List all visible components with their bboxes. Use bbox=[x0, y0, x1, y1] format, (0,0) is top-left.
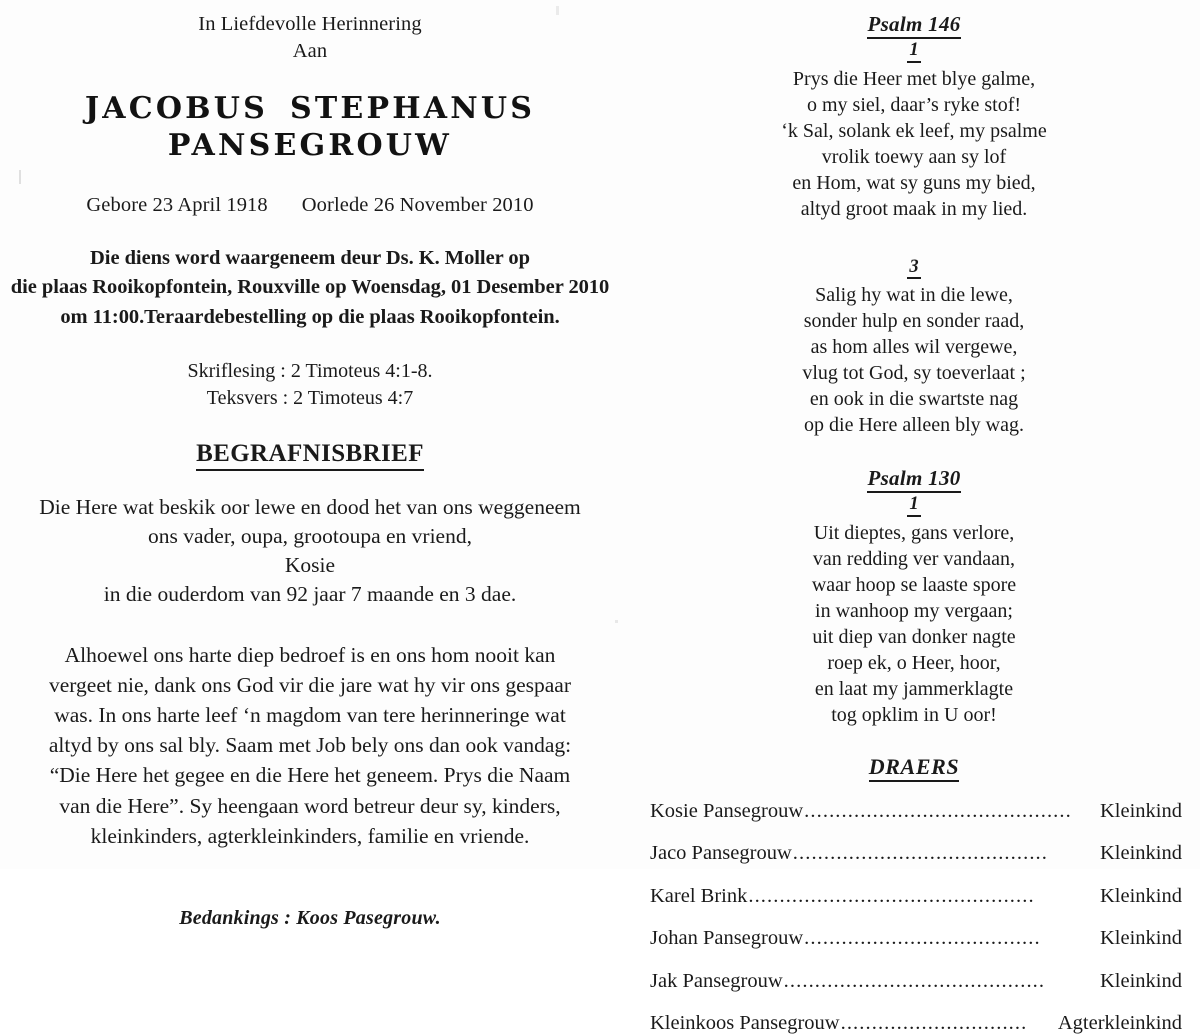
bearer-name: Karel Brink bbox=[650, 884, 748, 907]
deceased-surname: PANSEGROUW bbox=[167, 127, 453, 163]
service-line-1: Die diens word waargeneem deur Ds. K. Moller op bbox=[90, 247, 530, 270]
body-line: “Die Here het gegee en die Here het geneem. Prys die Naam bbox=[49, 763, 571, 788]
tribute-line: in die ouderdom van 92 jaar 7 maande en 3 dae. bbox=[103, 582, 517, 607]
verse-line: vrolik toewy aan sy lof bbox=[821, 145, 1007, 168]
section-title: BEGRAFNISBRIEF bbox=[196, 440, 424, 471]
verse-lines bbox=[628, 520, 1200, 728]
body-line: vergeet nie, dank ons God vir die jare wat hy vir ons gespaar bbox=[48, 673, 571, 698]
bearer-row bbox=[650, 928, 1182, 949]
scripture-reading: Skriflesing : 2 Timoteus 4:1-8. bbox=[187, 359, 433, 382]
service-line-2: die plaas Rooikopfontein, Rouxville op Woensdag, 01 Desember 2010 bbox=[10, 276, 610, 299]
body-line: van die Here”. Sy heengaan word betreur deur sy, kinders, bbox=[59, 793, 561, 818]
body-line: was. In ons harte leef ‘n magdom van tere herinneringe wat bbox=[54, 703, 566, 728]
verse-line: Uit dieptes, gans verlore, bbox=[813, 521, 1015, 544]
verse-number-wrap bbox=[628, 39, 1200, 63]
bearer-relation: Kleinkind bbox=[1100, 842, 1182, 865]
bearer-name: Jak Pansegrouw bbox=[650, 969, 783, 992]
verse-line: ‘k Sal, solank ek leef, my psalme bbox=[781, 119, 1047, 142]
leader-dots: ......................................... bbox=[792, 843, 1048, 864]
birth-date: Gebore 23 April 1918 bbox=[86, 194, 268, 217]
acknowledgement: Bedankings : Koos Pasegrouw. bbox=[179, 906, 441, 929]
dedication-line-2: Aan bbox=[292, 40, 328, 63]
verse-number: 1 bbox=[907, 495, 920, 517]
psalm-title-wrap bbox=[628, 12, 1200, 39]
verse-line: altyd groot maak in my lied. bbox=[800, 197, 1028, 220]
bearers-list bbox=[628, 801, 1200, 1034]
verse-line: sonder hulp en sonder raad, bbox=[803, 310, 1025, 333]
life-dates bbox=[0, 194, 620, 217]
bearer-row bbox=[650, 971, 1182, 992]
bearer-relation: Kleinkind bbox=[1100, 969, 1182, 992]
given-name-first: JACOBUS bbox=[84, 91, 268, 127]
psalm-title: Psalm 130 bbox=[867, 466, 960, 493]
section-title-wrap bbox=[0, 412, 620, 471]
bearer-row bbox=[650, 886, 1182, 907]
given-name-second: STEPHANUS bbox=[289, 91, 536, 127]
dedication-line-1: In Liefdevolle Herinnering bbox=[198, 13, 422, 35]
verse-line: o my siel, daar’s ryke stof! bbox=[806, 93, 1022, 116]
psalm-title: Psalm 146 bbox=[867, 12, 960, 39]
tribute-block bbox=[0, 493, 620, 609]
left-column bbox=[0, 0, 620, 929]
leader-dots: ...................................... bbox=[804, 928, 1041, 949]
verse-line: Salig hy wat in die lewe, bbox=[815, 284, 1013, 307]
verse-line: op die Here alleen bly wag. bbox=[804, 414, 1024, 437]
verse-line: en ook in die swartste nag bbox=[809, 388, 1019, 411]
bearer-name: Johan Pansegrouw bbox=[650, 927, 804, 950]
psalm-title-wrap bbox=[628, 466, 1200, 493]
verse-line: en laat my jammerklagte bbox=[814, 677, 1014, 700]
bearer-row bbox=[650, 1013, 1182, 1034]
verse-line: vlug tot God, sy toeverlaat ; bbox=[802, 362, 1026, 385]
body-line: altyd by ons sal bly. Saam met Job bely ons dan ook vandag: bbox=[48, 733, 572, 758]
leader-dots: ........................................... bbox=[804, 800, 1072, 822]
bearers-title: DRAERS bbox=[869, 754, 959, 782]
deceased-name-line-1 bbox=[0, 91, 620, 128]
verse-number: 3 bbox=[907, 258, 920, 280]
dedication-block bbox=[0, 11, 620, 65]
right-column bbox=[628, 0, 1200, 1034]
psalm-verse-block bbox=[628, 256, 1200, 439]
tribute-line: ons vader, oupa, grootoupa en vriend, bbox=[148, 524, 472, 548]
verse-number-wrap bbox=[628, 256, 1200, 280]
tribute-line: Die Here wat beskik oor lewe en dood het van ons weggeneem bbox=[39, 494, 581, 519]
psalm-block bbox=[628, 12, 1200, 222]
bearer-name: Kosie Pansegrouw bbox=[650, 799, 804, 822]
verse-line: tog opklim in U oor! bbox=[831, 703, 997, 726]
verse-line: uit diep van donker nagte bbox=[812, 625, 1016, 648]
verse-line: roep ek, o Heer, hoor, bbox=[827, 651, 1001, 674]
verse-number: 1 bbox=[907, 41, 920, 63]
bearer-relation: Kleinkind bbox=[1100, 884, 1182, 907]
leader-dots: .......................................... bbox=[783, 970, 1046, 992]
leader-dots: .............................. bbox=[840, 1013, 1028, 1034]
death-date: Oorlede 26 November 2010 bbox=[301, 194, 534, 217]
bearer-name: Jaco Pansegrouw bbox=[650, 842, 792, 865]
body-line: kleinkinders, agterkleinkinders, familie en vriende. bbox=[90, 823, 530, 848]
bearer-relation: Kleinkind bbox=[1100, 927, 1182, 950]
scripture-readings bbox=[0, 358, 620, 412]
tribute-line: Kosie bbox=[284, 553, 336, 578]
service-details bbox=[0, 244, 620, 331]
bearer-relation: Kleinkind bbox=[1100, 799, 1182, 822]
body-line: Alhoewel ons harte diep bedroef is en ons hom nooit kan bbox=[64, 643, 556, 668]
verse-lines bbox=[628, 282, 1200, 438]
bearers-title-wrap bbox=[628, 754, 1200, 782]
verse-number-wrap bbox=[628, 493, 1200, 517]
verse-line: van redding ver vandaan, bbox=[812, 547, 1016, 570]
verse-line: Prys die Heer met blye galme, bbox=[792, 67, 1036, 90]
verse-lines bbox=[628, 66, 1200, 222]
psalm-block bbox=[628, 466, 1200, 728]
scripture-text-verse: Teksvers : 2 Timoteus 4:7 bbox=[206, 386, 414, 409]
verse-line: waar hoop se laaste spore bbox=[811, 573, 1017, 596]
verse-line: en Hom, wat sy guns my bied, bbox=[792, 171, 1036, 194]
verse-line: in wanhoop my vergaan; bbox=[815, 599, 1013, 622]
bearer-relation: Agterkleinkind bbox=[1057, 1012, 1182, 1034]
memorial-body-text bbox=[0, 640, 620, 851]
leader-dots: .............................................. bbox=[748, 885, 1035, 907]
deceased-name bbox=[0, 91, 620, 164]
bearer-name: Kleinkoos Pansegrouw bbox=[650, 1012, 840, 1034]
bearer-row bbox=[650, 843, 1182, 864]
bearer-row bbox=[650, 801, 1182, 822]
verse-line: as hom alles wil vergewe, bbox=[810, 336, 1018, 359]
service-line-3: om 11:00.Teraardebestelling op die plaas Rooikopfontein. bbox=[60, 305, 560, 328]
